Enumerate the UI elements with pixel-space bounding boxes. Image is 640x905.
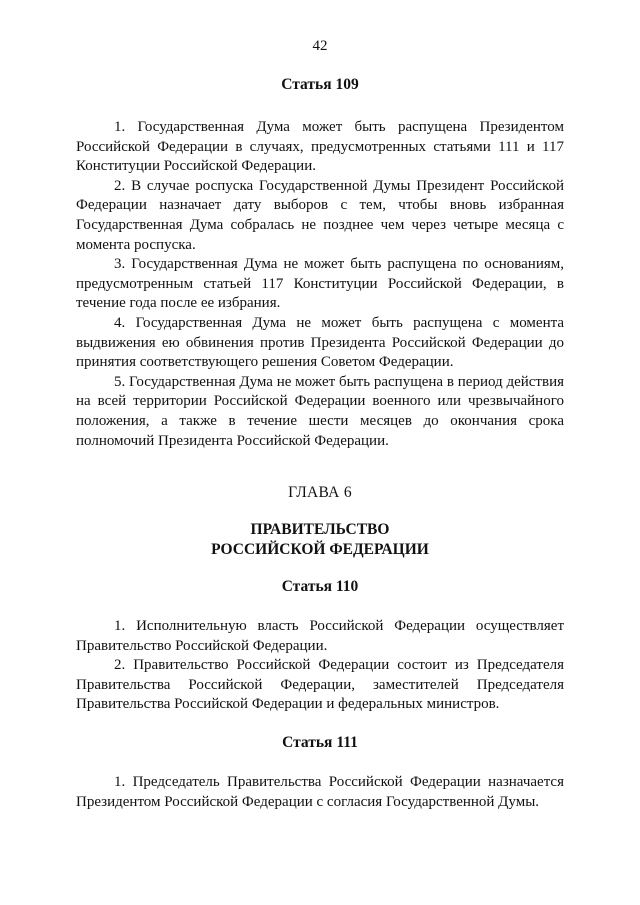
article-109-body <box>76 118 564 451</box>
article-111-body <box>76 773 564 812</box>
chapter-label: ГЛАВА 6 <box>288 484 352 501</box>
chapter-title-block <box>76 520 564 560</box>
article-111-heading: Статья 111 <box>282 734 358 751</box>
article-109-paragraph-3: 3. Государственная Дума не может быть распущена по основаниям, предусмотренным статьей 117 Конституции Российской Федерации, в течение года после ее избрания. <box>76 256 564 312</box>
chapter-title-line-1: ПРАВИТЕЛЬСТВО <box>250 521 390 538</box>
article-111-heading-block <box>76 734 564 752</box>
article-109-paragraph-2: 2. В случае роспуска Государственной Думы Президент Российской Федерации назначает дату выборов с тем, чтобы вновь избранная Государственная Дума собралась не позднее чем через четыре месяца с момента роспуска. <box>76 177 564 253</box>
article-109-paragraph-4: 4. Государственная Дума не может быть распущена с момента выдвижения ею обвинения против Президента Российской Федерации до принятия соответствующего решения Советом Федерации. <box>76 314 564 371</box>
article-110-heading: Статья 110 <box>281 578 359 595</box>
article-109-heading: Статья 109 <box>281 76 359 93</box>
article-110-paragraph-1: 1. Исполнительную власть Российской Федерации осуществляет Правительство Российской Федерации. <box>76 618 564 654</box>
article-109-paragraph-1: 1. Государственная Дума может быть распущена Президентом Российской Федерации в случаях, предусмотренных статьями 111 и 117 Конституции Российской Федерации. <box>76 119 564 175</box>
page-number: 42 <box>312 38 328 54</box>
chapter-label-block <box>76 484 564 502</box>
article-110-paragraph-2: 2. Правительство Российской Федерации состоит из Председателя Правительства Российской Федерации, заместителей Председателя Правительства Российской Федерации и федеральных министров. <box>76 657 564 713</box>
article-110-body <box>76 617 564 715</box>
article-109-paragraph-5: 5. Государственная Дума не может быть распущена в период действия на всей территории Российской Федерации военного или чрезвычайного положения, а также в течение шести месяцев до окончания срока полномочий Президента Российской Федерации. <box>76 373 564 449</box>
article-110-heading-block <box>76 578 564 596</box>
article-111-paragraph-1: 1. Председатель Правительства Российской Федерации назначается Президентом Российской Федерации с согласия Государственной Думы. <box>76 774 564 810</box>
article-109-heading-block <box>76 76 564 94</box>
chapter-title-line-2: РОССИЙСКОЙ ФЕДЕРАЦИИ <box>211 541 429 558</box>
